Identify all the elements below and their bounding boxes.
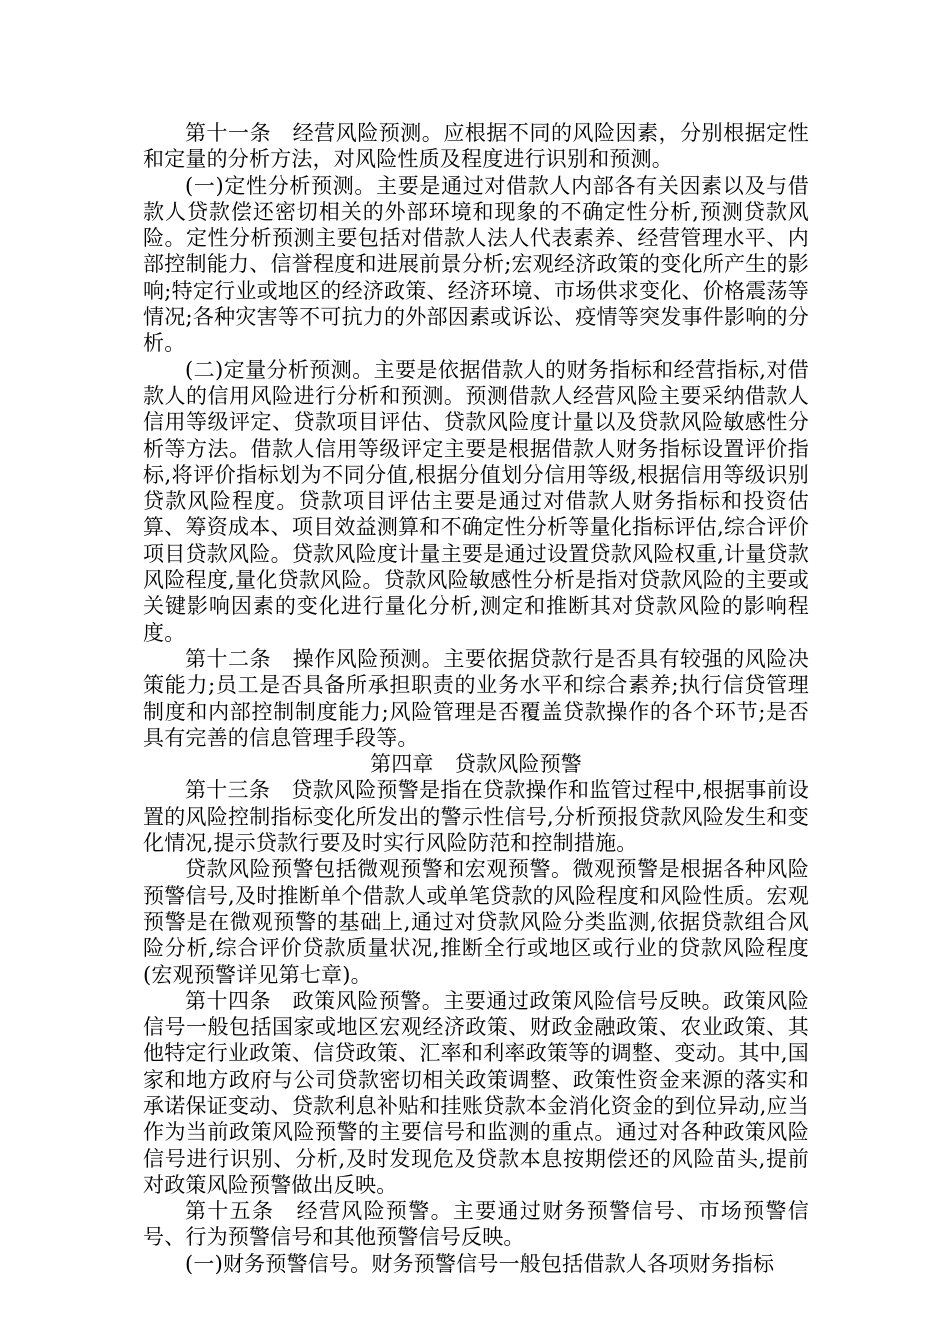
article-15-item-1: (一)财务预警信号。财务预警信号一般包括借款人各项财务指标 (185, 1251, 775, 1276)
article-11: 第十一条 经营风险预测。应根据不同的风险因素，分别根据定性和定量的分析方法，对风险性质及程度进行识别和预测。 (143, 121, 809, 172)
article-14: 第十四条 政策风险预警。主要通过政策风险信号反映。政策风险信号一般包括国家或地区宏观经济政策、财政金融政策、农业政策、其他特定行业政策、信贷政策、汇率和利率政策等的调整、变动。其中,国家和地方政府与公司贷款密切相关政策调整、政策性资金来源的落实和承诺保证变动、贷款利息补贴和挂账贷款本金消化资金的到位异动,应当作为当前政策风险预警的主要信号和监测的重点。通过对各种政策风险信号进行识别、分析,及时发现危及贷款本息按期偿还的风险苗头,提前对政策风险预警做出反映。 (143, 988, 809, 1197)
document-page (143, 120, 809, 1277)
article-15: 第十五条 经营风险预警。主要通过财务预警信号、市场预警信号、行为预警信号和其他预警信号反映。 (143, 1199, 809, 1250)
chapter-heading: 第四章 贷款风险预警 (370, 752, 582, 777)
article-11-item-2: (二)定量分析预测。主要是依据借款人的财务指标和经营指标,对借款人的信用风险进行分析和预测。预测借款人经营风险主要采纳借款人信用等级评定、贷款项目评估、贷款风险度计量以及贷款风险敏感性分析等方法。借款人信用等级评定主要是根据借款人财务指标设置评价指标,将评价指标划为不同分值,根据分值划分信用等级,根据信用等级识别贷款风险程度。贷款项目评估主要是通过对借款人财务指标和投资估算、筹资成本、项目效益测算和不确定性分析等量化指标评估,综合评价项目贷款风险。贷款风险度计量主要是通过设置贷款风险权重,计量贷款风险程度,量化贷款风险。贷款风险敏感性分析是指对贷款风险的主要或关键影响因素的变化进行量化分析,测定和推断其对贷款风险的影响程度。 (143, 357, 809, 645)
article-11-item-1: (一)定性分析预测。主要是通过对借款人内部各有关因素以及与借款人贷款偿还密切相关的外部环境和现象的不确定性分析,预测贷款风险。定性分析预测主要包括对借款人法人代表素养、经营管理水平、内部控制能力、信誉程度和进展前景分析;宏观经济政策的变化所产生的影响;特定行业或地区的经济政策、经济环境、市场供求变化、价格震荡等情况;各种灾害等不可抗力的外部因素或诉讼、疫情等突发事件影响的分析。 (143, 173, 809, 356)
article-12: 第十二条 操作风险预测。主要依据贷款行是否具有较强的风险决策能力;员工是否具备所承担职责的业务水平和综合素养;执行信贷管理制度和内部控制制度能力;风险管理是否覆盖贷款操作的各个环节;是否具有完善的信息管理手段等。 (143, 646, 809, 750)
article-13-continued: 贷款风险预警包括微观预警和宏观预警。微观预警是根据各种风险预警信号,及时推断单个借款人或单笔贷款的风险程度和风险性质。宏观预警是在微观预警的基础上,通过对贷款风险分类监测,依据贷款组合风险分析,综合评价贷款质量状况,推断全行或地区或行业的贷款风险程度(宏观预警详见第七章)。 (143, 857, 809, 987)
article-13: 第十三条 贷款风险预警是指在贷款操作和监管过程中,根据事前设置的风险控制指标变化所发出的警示性信号,分析预报贷款风险发生和变化情况,提示贷款行要及时实行风险防范和控制措施。 (143, 778, 809, 856)
